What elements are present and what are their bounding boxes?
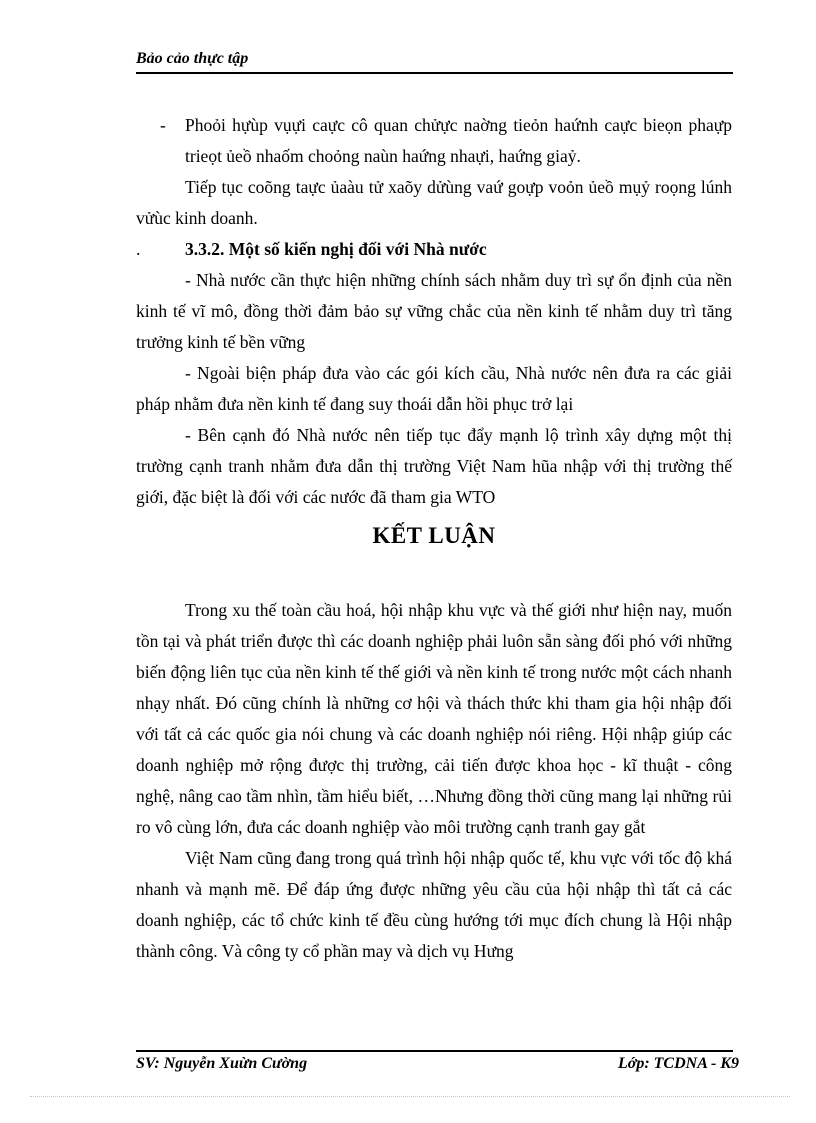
section-heading-text: 3.3.2. Một số kiến nghị đối với Nhà nước — [185, 239, 487, 259]
recommendation-3: - Bên cạnh đó Nhà nước nên tiếp tục đẩy mạnh lộ trình xây dựng một thị trường cạnh tranh nhằm đưa dẫn thị trường Việt Nam hũa nhập với thị trường thế giới, đặc biệt là đối với các nước đã tham gia WTO — [136, 425, 732, 507]
page-footer — [136, 1055, 739, 1079]
bullet-paragraph — [136, 110, 732, 172]
heading-dot: . — [136, 239, 141, 259]
conclusion-paragraph-1: Trong xu thế toàn cầu hoá, hội nhập khu vực và thế giới như hiện nay, muốn tồn tại và phát triển được thì các doanh nghiệp phải luôn sẵn sàng đối phó với những biến động liên tục của nền kinh tế thế giới và nền kinh tế trong nước một cách nhanh nhạy nhất. Đó cũng chính là những cơ hội và thách thức khi tham gia hội nhập đối với tất cả các quốc gia nói chung và các doanh nghiệp nói riêng. Hội nhập giúp các doanh nghiệp mở rộng được thị trường, cải tiến được khoa học - kĩ thuật - công nghệ, nâng cao tầm nhìn, tầm hiểu biết, …Nhưng đồng thời cũng mang lại những rủi ro vô cùng lớn, đưa các doanh nghiệp vào môi trường cạnh tranh gay gắt — [136, 600, 732, 837]
conclusion-title: KẾT LUẬN — [372, 523, 496, 548]
expand-paragraph: Tiếp tục coõng taực ủaàu tử xaõy dửùng vaứ goựp voỏn ủeồ mụỷ roọng lúnh vửùc kinh doanh. — [136, 177, 732, 228]
footer-divider — [136, 1050, 733, 1052]
footer-class: Lớp: TCDNA - K9 — [617, 1055, 739, 1072]
section-heading-3-3-2 — [136, 234, 732, 265]
header-title: Bảo cảo thực tập — [136, 50, 249, 67]
conclusion-paragraph-2: Việt Nam cũng đang trong quá trình hội nhập quốc tế, khu vực với tốc độ khá nhanh và mạnh mẽ. Để đáp ứng được những yêu cầu của hội nhập thì tất cả các doanh nghiệp, các tổ chức kinh tế đều cùng hướng tới mục đích chung là Hội nhập thành công. Và công ty cổ phần may và dịch vụ Hưng — [136, 848, 732, 961]
footer-student: SV: Nguyễn Xuừn Cường — [136, 1055, 308, 1072]
recommendation-1: - Nhà nước cần thực hiện những chính sách nhằm duy trì sự ổn định của nền kinh tế vĩ mô, đồng thời đảm bảo sự vững chắc của nền kinh tế nhằm duy trì tăng trưởng kinh tế bền vững — [136, 270, 732, 352]
bullet-dash: - — [160, 115, 166, 135]
recommendation-2: - Ngoài biện pháp đưa vào các gói kích cầu, Nhà nước nên đưa ra các giải pháp nhằm đưa nền kinh tế đang suy thoái dẫn hồi phục trở lại — [136, 363, 732, 414]
page-header — [136, 48, 733, 74]
bullet-text: Phoỏi hựùp vụựi caực cô quan chửực naờng tieỏn haứnh caực bieọn phaựp trieọt ủeồ nhaốm choỏng naùn haứng nhaựi, haứng giaỷ. — [185, 115, 732, 166]
page-bottom-dotted-border — [30, 1096, 790, 1097]
page-body — [136, 110, 732, 967]
